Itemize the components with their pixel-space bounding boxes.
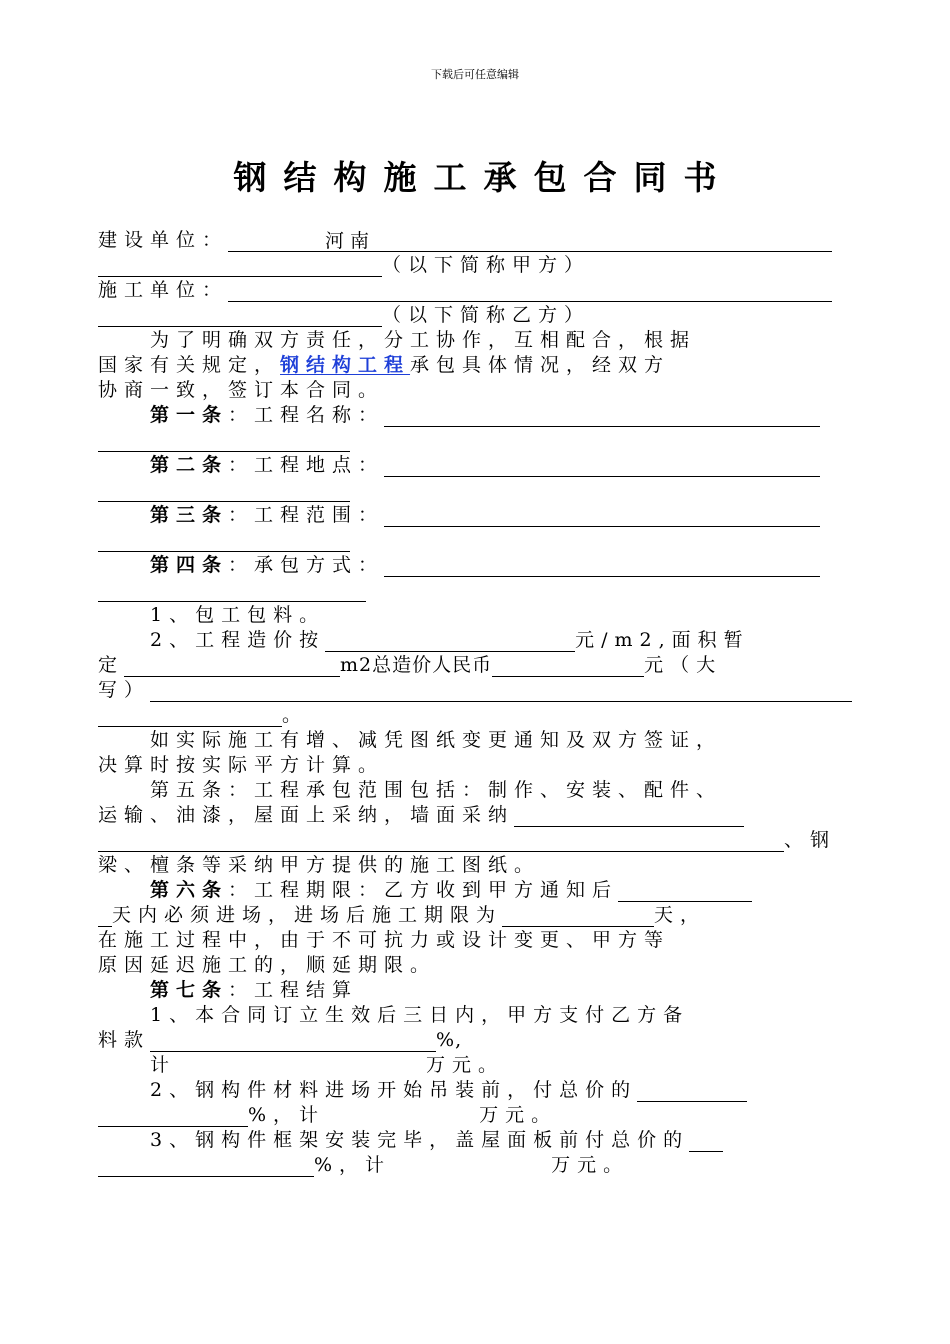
item-2-text-g: 。 [282, 704, 309, 726]
party-b-line [98, 278, 832, 302]
article-3-number: 第三条 [150, 504, 229, 526]
party-b-suffix: （以下简称乙方） [382, 304, 591, 326]
article-4-cont [98, 578, 366, 602]
article-4-number: 第四条 [150, 554, 229, 576]
intro-line-2a: 国家有关规定， [98, 354, 281, 376]
total-price-field[interactable] [492, 654, 644, 677]
page-header: 下载后可任意编辑 [431, 68, 519, 81]
contract-method-field[interactable] [384, 554, 820, 577]
article-4-text: ：承包方式： [228, 554, 385, 576]
party-b-label: 施工单位： [98, 279, 229, 301]
article-7-para-1: 1、本合同订立生效后三日内，甲方支付乙方备 [150, 1004, 690, 1026]
article-6-line-3: 在施工过程中，由于不可抗力或设计变更、甲方等 [98, 929, 671, 951]
article-6-text-2a: 天内必须进场，进场后施工期限为 [112, 904, 503, 926]
article-7-text-1c: %, [436, 1029, 463, 1051]
wall-material-field-cont[interactable] [98, 829, 784, 852]
article-3 [150, 503, 820, 527]
advance-percent-field[interactable] [150, 1029, 436, 1052]
wall-material-field[interactable] [514, 804, 744, 827]
article-1-text: ：工程名称： [228, 404, 385, 426]
notice-days-field[interactable] [618, 879, 752, 902]
article-7 [150, 978, 358, 1002]
unit-price-field[interactable] [325, 629, 575, 652]
construction-period-field[interactable] [502, 904, 654, 927]
article-1-number: 第一条 [150, 404, 229, 426]
article-7-text-3b: %，计 [314, 1154, 392, 1176]
party-b-field[interactable] [228, 279, 832, 302]
item-2-text-c: 定 [98, 654, 125, 676]
article-4-item-2-cont [98, 653, 722, 677]
party-a-line [98, 228, 832, 252]
article-1-cont [98, 428, 350, 452]
article-2-cont [98, 478, 350, 502]
article-6-line-4: 原因延迟施工的，顺延期限。 [98, 954, 437, 976]
article-4 [150, 553, 820, 577]
project-name-field[interactable] [384, 404, 820, 427]
article-7-para-2-line-2 [98, 1103, 557, 1127]
article-5-line-2 [98, 803, 744, 827]
article-6-text-2b: 天， [654, 904, 707, 926]
article-7-text-3c: 万元。 [551, 1154, 630, 1176]
party-a-suffix-line [98, 253, 590, 277]
party-a-suffix: （以下简称甲方） [382, 254, 591, 276]
article-4-item-2-cont3 [98, 703, 308, 727]
article-7-text-1b: 料款 [98, 1029, 151, 1051]
article-7-text-2c: 万元。 [479, 1104, 558, 1126]
steel-structure-link[interactable]: 钢结构工程 [280, 354, 411, 376]
article-7-text-3a: 3、钢构件框架安装完毕，盖屋面板前付总价的 [150, 1129, 690, 1151]
article-3-text: ：工程范围： [228, 504, 385, 526]
article-4-item-2 [150, 628, 750, 652]
party-b-field-cont[interactable] [98, 304, 382, 327]
total-price-words-field-cont[interactable] [98, 704, 282, 727]
item-2-text-d: m2总造价人民币 [340, 654, 493, 676]
article-5-text-2: 运输、油漆，屋面上采纳，墙面采纳 [98, 804, 515, 826]
article-7-text: ：工程结算 [228, 979, 359, 1001]
article-4-item-2-cont2 [98, 678, 852, 702]
frame-percent-field-cont[interactable] [98, 1154, 314, 1177]
document-title: 钢结构施工承包合同书 [233, 158, 734, 197]
party-b-suffix-line [98, 303, 590, 327]
party-a-value: 河南 [325, 230, 376, 252]
item-2-text-b: 元/m2,面积暂 [575, 629, 750, 651]
project-location-field-cont[interactable] [98, 479, 350, 502]
article-7-text-2b: %，计 [248, 1104, 326, 1126]
article-5-text-3: 、钢 [784, 829, 837, 851]
contract-method-field-cont[interactable] [98, 579, 366, 602]
article-2-text: ：工程地点： [228, 454, 385, 476]
project-scope-field-cont[interactable] [98, 529, 350, 552]
article-5: 第五条：工程承包范围包括：制作、安装、配件、 [150, 779, 723, 801]
article-5-line-4: 梁、檀条等采纳甲方提供的施工图纸。 [98, 854, 541, 876]
project-location-field[interactable] [384, 454, 820, 477]
article-2 [150, 453, 820, 477]
intro-line-2b: 承包具体情况，经双方 [410, 354, 671, 376]
intro-line-2 [98, 353, 670, 377]
article-6-line-2 [98, 903, 706, 927]
item-2-text-e: 元（大 [644, 654, 723, 676]
project-scope-field[interactable] [384, 504, 820, 527]
party-a-field-cont[interactable] [98, 254, 382, 277]
article-4-note-2: 决算时按实际平方计算。 [98, 754, 385, 776]
article-5-line-3 [98, 828, 836, 852]
area-field[interactable] [124, 654, 340, 677]
article-6 [150, 878, 752, 902]
article-7-para-3-line-2 [98, 1153, 629, 1177]
article-7-text-2a: 2、钢构件材料进场开始吊装前，付总价的 [150, 1079, 638, 1101]
article-7-para-3 [150, 1128, 723, 1152]
total-price-words-field[interactable] [150, 679, 852, 702]
article-7-para-2 [150, 1078, 747, 1102]
frame-percent-field[interactable] [689, 1129, 723, 1152]
article-4-item-1: 1、包工包料。 [150, 604, 326, 626]
article-3-cont [98, 528, 350, 552]
intro-line-1: 为了明确双方责任，分工协作，互相配合，根据 [150, 329, 697, 351]
article-6-number: 第六条 [150, 879, 229, 901]
article-7-para-1-line-3 [150, 1053, 504, 1077]
intro-line-3: 协商一致，签订本合同。 [98, 379, 385, 401]
hoisting-percent-field[interactable] [637, 1079, 747, 1102]
party-a-field[interactable] [228, 229, 832, 252]
hoisting-percent-field-cont[interactable] [98, 1104, 248, 1127]
project-name-field-cont[interactable] [98, 429, 350, 452]
item-2-text-f: 写） [98, 679, 151, 701]
article-7-number: 第七条 [150, 979, 229, 1001]
notice-days-field-cont[interactable] [98, 904, 112, 927]
item-2-text-a: 2、工程造价按 [150, 629, 326, 651]
article-4-note-1: 如实际施工有增、减凭图纸变更通知及双方签证， [150, 729, 723, 751]
article-7-text-1d: 计 [150, 1054, 177, 1076]
article-7-para-1-line-2 [98, 1028, 462, 1052]
article-7-text-1e: 万元。 [426, 1054, 505, 1076]
article-2-number: 第二条 [150, 454, 229, 476]
article-6-text-1: ：工程期限：乙方收到甲方通知后 [228, 879, 619, 901]
party-a-label: 建设单位： [98, 229, 229, 251]
article-1 [150, 403, 820, 427]
